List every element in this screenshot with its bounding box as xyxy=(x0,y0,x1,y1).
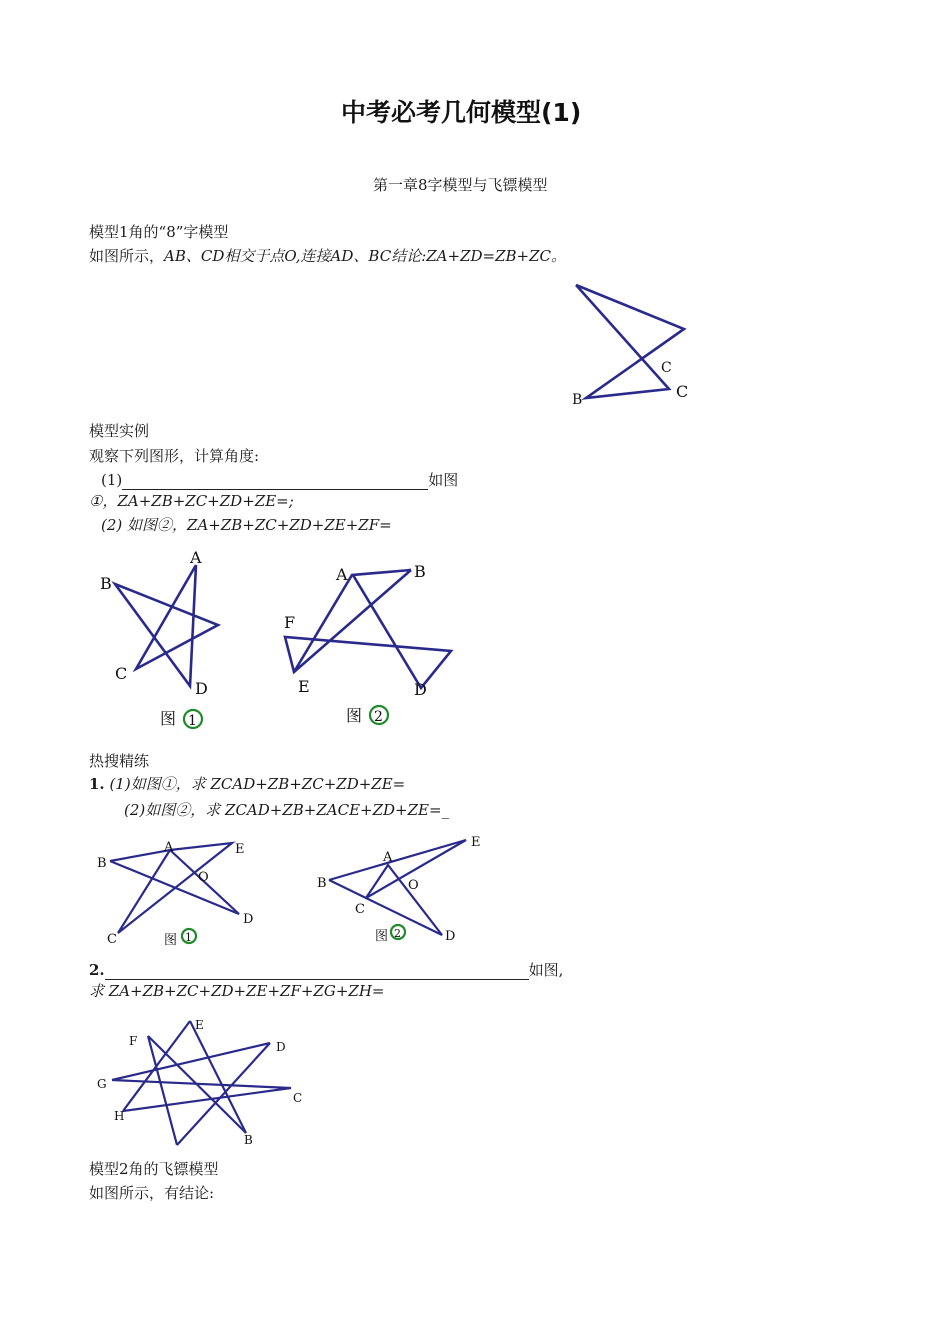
practice-figure-2 xyxy=(312,830,492,945)
label-e: E xyxy=(195,1018,204,1032)
star-outer-hidden xyxy=(142,1023,290,1136)
figure-caption: 图 xyxy=(375,929,389,944)
label-a: A xyxy=(164,840,174,855)
practice-2-line2 xyxy=(89,980,384,1001)
figure-caption: 图 xyxy=(160,709,177,728)
model1-description xyxy=(89,245,566,266)
practice-2-expression: 求 ZA+ZB+ZC+ZD+ZE+ZF+ZG+ZH= xyxy=(89,982,385,1000)
label-d: D xyxy=(276,1040,286,1054)
page-title: 中考必考几何模型(1) xyxy=(341,98,582,127)
star-lines xyxy=(115,565,218,686)
label-a: A xyxy=(190,548,202,567)
eight-point-star-figure xyxy=(92,1015,312,1150)
label-f: F xyxy=(284,613,296,632)
figure-number: 1 xyxy=(188,713,197,729)
practice-1-a-text: (1)如图①，求 ZCAD+ZB+ZC+ZD+ZE= xyxy=(109,775,406,793)
question-1-prefix: (1) xyxy=(101,471,123,489)
label-f: F xyxy=(129,1034,138,1048)
eight-model-lines xyxy=(576,285,684,398)
model2-description: 如图所示，有结论: xyxy=(89,1184,215,1202)
practice-2-suffix: 如图, xyxy=(528,961,564,979)
label-b: B xyxy=(97,856,107,871)
examples-heading: 模型实例 xyxy=(89,422,150,440)
practice-1-number: 1. xyxy=(89,775,105,793)
figure-label-b: B xyxy=(572,392,583,408)
label-g: G xyxy=(97,1077,107,1091)
practice-heading: 热搜精练 xyxy=(89,752,150,770)
label-b: B xyxy=(414,562,426,581)
model1-desc-prefix: 如图所示， xyxy=(89,247,165,265)
label-a: A xyxy=(383,850,393,865)
label-d: D xyxy=(414,680,427,699)
label-a: A xyxy=(336,565,348,584)
figure-caption: 图 xyxy=(346,706,363,725)
star-edge xyxy=(123,1088,291,1111)
figure2-lines xyxy=(285,570,451,688)
label-e: E xyxy=(235,842,245,857)
label-c: C xyxy=(115,664,128,683)
figure-label-c: C xyxy=(676,382,689,401)
label-c: C xyxy=(293,1091,303,1105)
example-figure-2 xyxy=(280,560,460,730)
figure-number: 1 xyxy=(185,931,192,944)
label-e: E xyxy=(298,677,310,696)
question-1 xyxy=(101,469,458,490)
label-h: H xyxy=(114,1109,125,1123)
label-b: B xyxy=(100,574,112,593)
figure-number: 2 xyxy=(394,927,401,940)
model1-heading: 模型1角的“8”字模型 xyxy=(89,223,229,241)
label-d: D xyxy=(445,929,456,944)
figure-label-c-upper: C xyxy=(661,360,672,376)
question-1-suffix: 如图 xyxy=(428,471,459,489)
practice-1-b-text: (2)如图②，求 ZCAD+ZB+ZACE+ZD+ZE=_ xyxy=(124,801,450,819)
label-b: B xyxy=(317,876,327,891)
question-1-expression: ①，ZA+ZB+ZC+ZD+ZE=; xyxy=(89,492,294,510)
examples-intro: 观察下列图形，计算角度: xyxy=(89,447,260,465)
label-e: E xyxy=(471,835,481,850)
example-figure-1 xyxy=(95,545,235,735)
eight-model-figure xyxy=(560,278,700,408)
practice-1-b xyxy=(124,799,449,820)
practice-2-number: 2. xyxy=(89,961,105,979)
practice-fig2-lines-a xyxy=(329,840,466,898)
question-2 xyxy=(101,514,392,535)
star-edge xyxy=(112,1043,270,1080)
practice-2 xyxy=(89,959,563,980)
label-o: O xyxy=(408,878,419,893)
star-edge xyxy=(148,1036,177,1145)
label-c: C xyxy=(107,932,117,947)
label-o: O xyxy=(198,870,209,885)
label-d: D xyxy=(243,912,254,927)
question-2-expression: (2) 如图②，ZA+ZB+ZC+ZD+ZE+ZF= xyxy=(101,516,392,534)
model1-desc-math: AB、CD相交于点O,连接AD、BC结论:ZA+ZD=ZB+ZC。 xyxy=(164,247,567,265)
practice-fig1-lines-a xyxy=(110,850,239,914)
figure-caption: 图 xyxy=(164,933,178,948)
chapter-heading: 第一章8字模型与飞镖模型 xyxy=(373,176,548,194)
practice-1-a xyxy=(89,773,405,794)
question-1-continued xyxy=(89,490,294,511)
practice-figure-1 xyxy=(92,835,262,950)
star-edge xyxy=(112,1080,291,1088)
label-d: D xyxy=(195,679,208,698)
label-c: C xyxy=(355,902,365,917)
label-b: B xyxy=(244,1133,253,1147)
model2-heading: 模型2角的飞镖模型 xyxy=(89,1160,219,1178)
figure-number: 2 xyxy=(374,709,383,725)
